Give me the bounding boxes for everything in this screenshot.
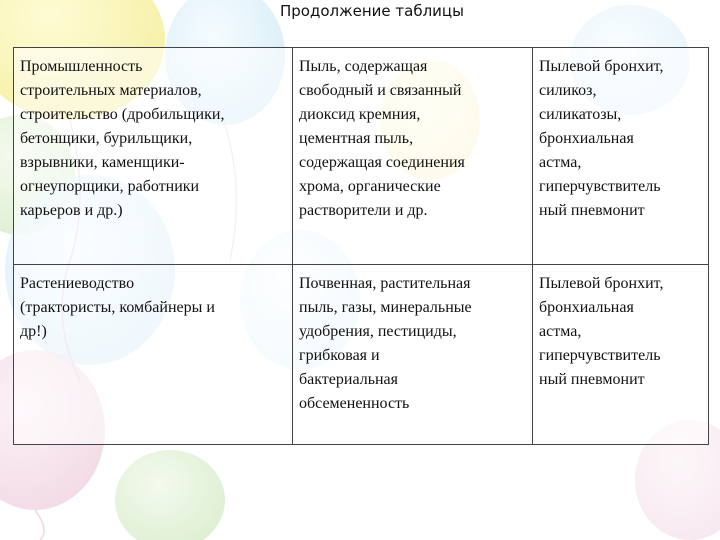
cell-line: огнеупорщики, работники: [20, 178, 200, 195]
cell-line: силикоз,: [539, 82, 597, 99]
cell-line: Растениеводство: [20, 275, 135, 292]
cell-line: растворители и др.: [299, 202, 428, 219]
industry-cell: [14, 265, 293, 445]
cell-line: астма,: [539, 323, 582, 340]
cell-line: диоксид кремния,: [299, 106, 421, 123]
cell-line: грибковая и: [299, 347, 380, 364]
disease-cell: [533, 265, 709, 445]
cell-line: цементная пыль,: [299, 130, 414, 147]
hazard-cell: [293, 48, 533, 265]
cell-line: астма,: [539, 154, 582, 171]
industry-cell: [14, 48, 293, 265]
cell-line: Пыль, содержащая: [299, 58, 428, 75]
cell-line: гиперчувствитель: [539, 178, 661, 195]
cell-line: строительство (дробильщики,: [20, 106, 225, 123]
cell-line: Пылевой бронхит,: [539, 275, 664, 292]
cell-line: силикатозы,: [539, 106, 622, 123]
cell-line: свободный и связанный: [299, 82, 462, 99]
cell-line: др!): [20, 323, 47, 340]
cell-line: взрывники, каменщики-: [20, 154, 185, 171]
cell-line: бронхиальная: [539, 130, 634, 147]
cell-line: удобрения, пестициды,: [299, 323, 457, 340]
cell-line: обсемененность: [299, 395, 410, 412]
cell-line: бетонщики, бурильщики,: [20, 130, 193, 147]
cell-line: хрома, органические: [299, 178, 441, 195]
page-title: Продолжение таблицы: [280, 2, 464, 20]
cell-line: ный пневмонит: [539, 371, 645, 388]
cell-line: Промышленность: [20, 58, 143, 75]
disease-cell: [533, 48, 709, 265]
hazard-cell: [293, 265, 533, 445]
cell-line: содержащая соединения: [299, 154, 465, 171]
table-row: [14, 265, 709, 445]
occupational-hazards-table: [13, 47, 709, 445]
cell-line: ный пневмонит: [539, 202, 645, 219]
cell-line: строительных материалов,: [20, 82, 202, 99]
cell-line: бронхиальная: [539, 299, 634, 316]
cell-line: бактериальная: [299, 371, 399, 388]
cell-line: Пылевой бронхит,: [539, 58, 664, 75]
cell-line: (трактористы, комбайнеры и: [20, 299, 215, 316]
cell-line: карьеров и др.): [20, 202, 123, 219]
cell-line: пыль, газы, минеральные: [299, 299, 472, 316]
cell-line: Почвенная, растительная: [299, 275, 471, 292]
cell-line: гиперчувствитель: [539, 347, 661, 364]
table-row: [14, 48, 709, 265]
